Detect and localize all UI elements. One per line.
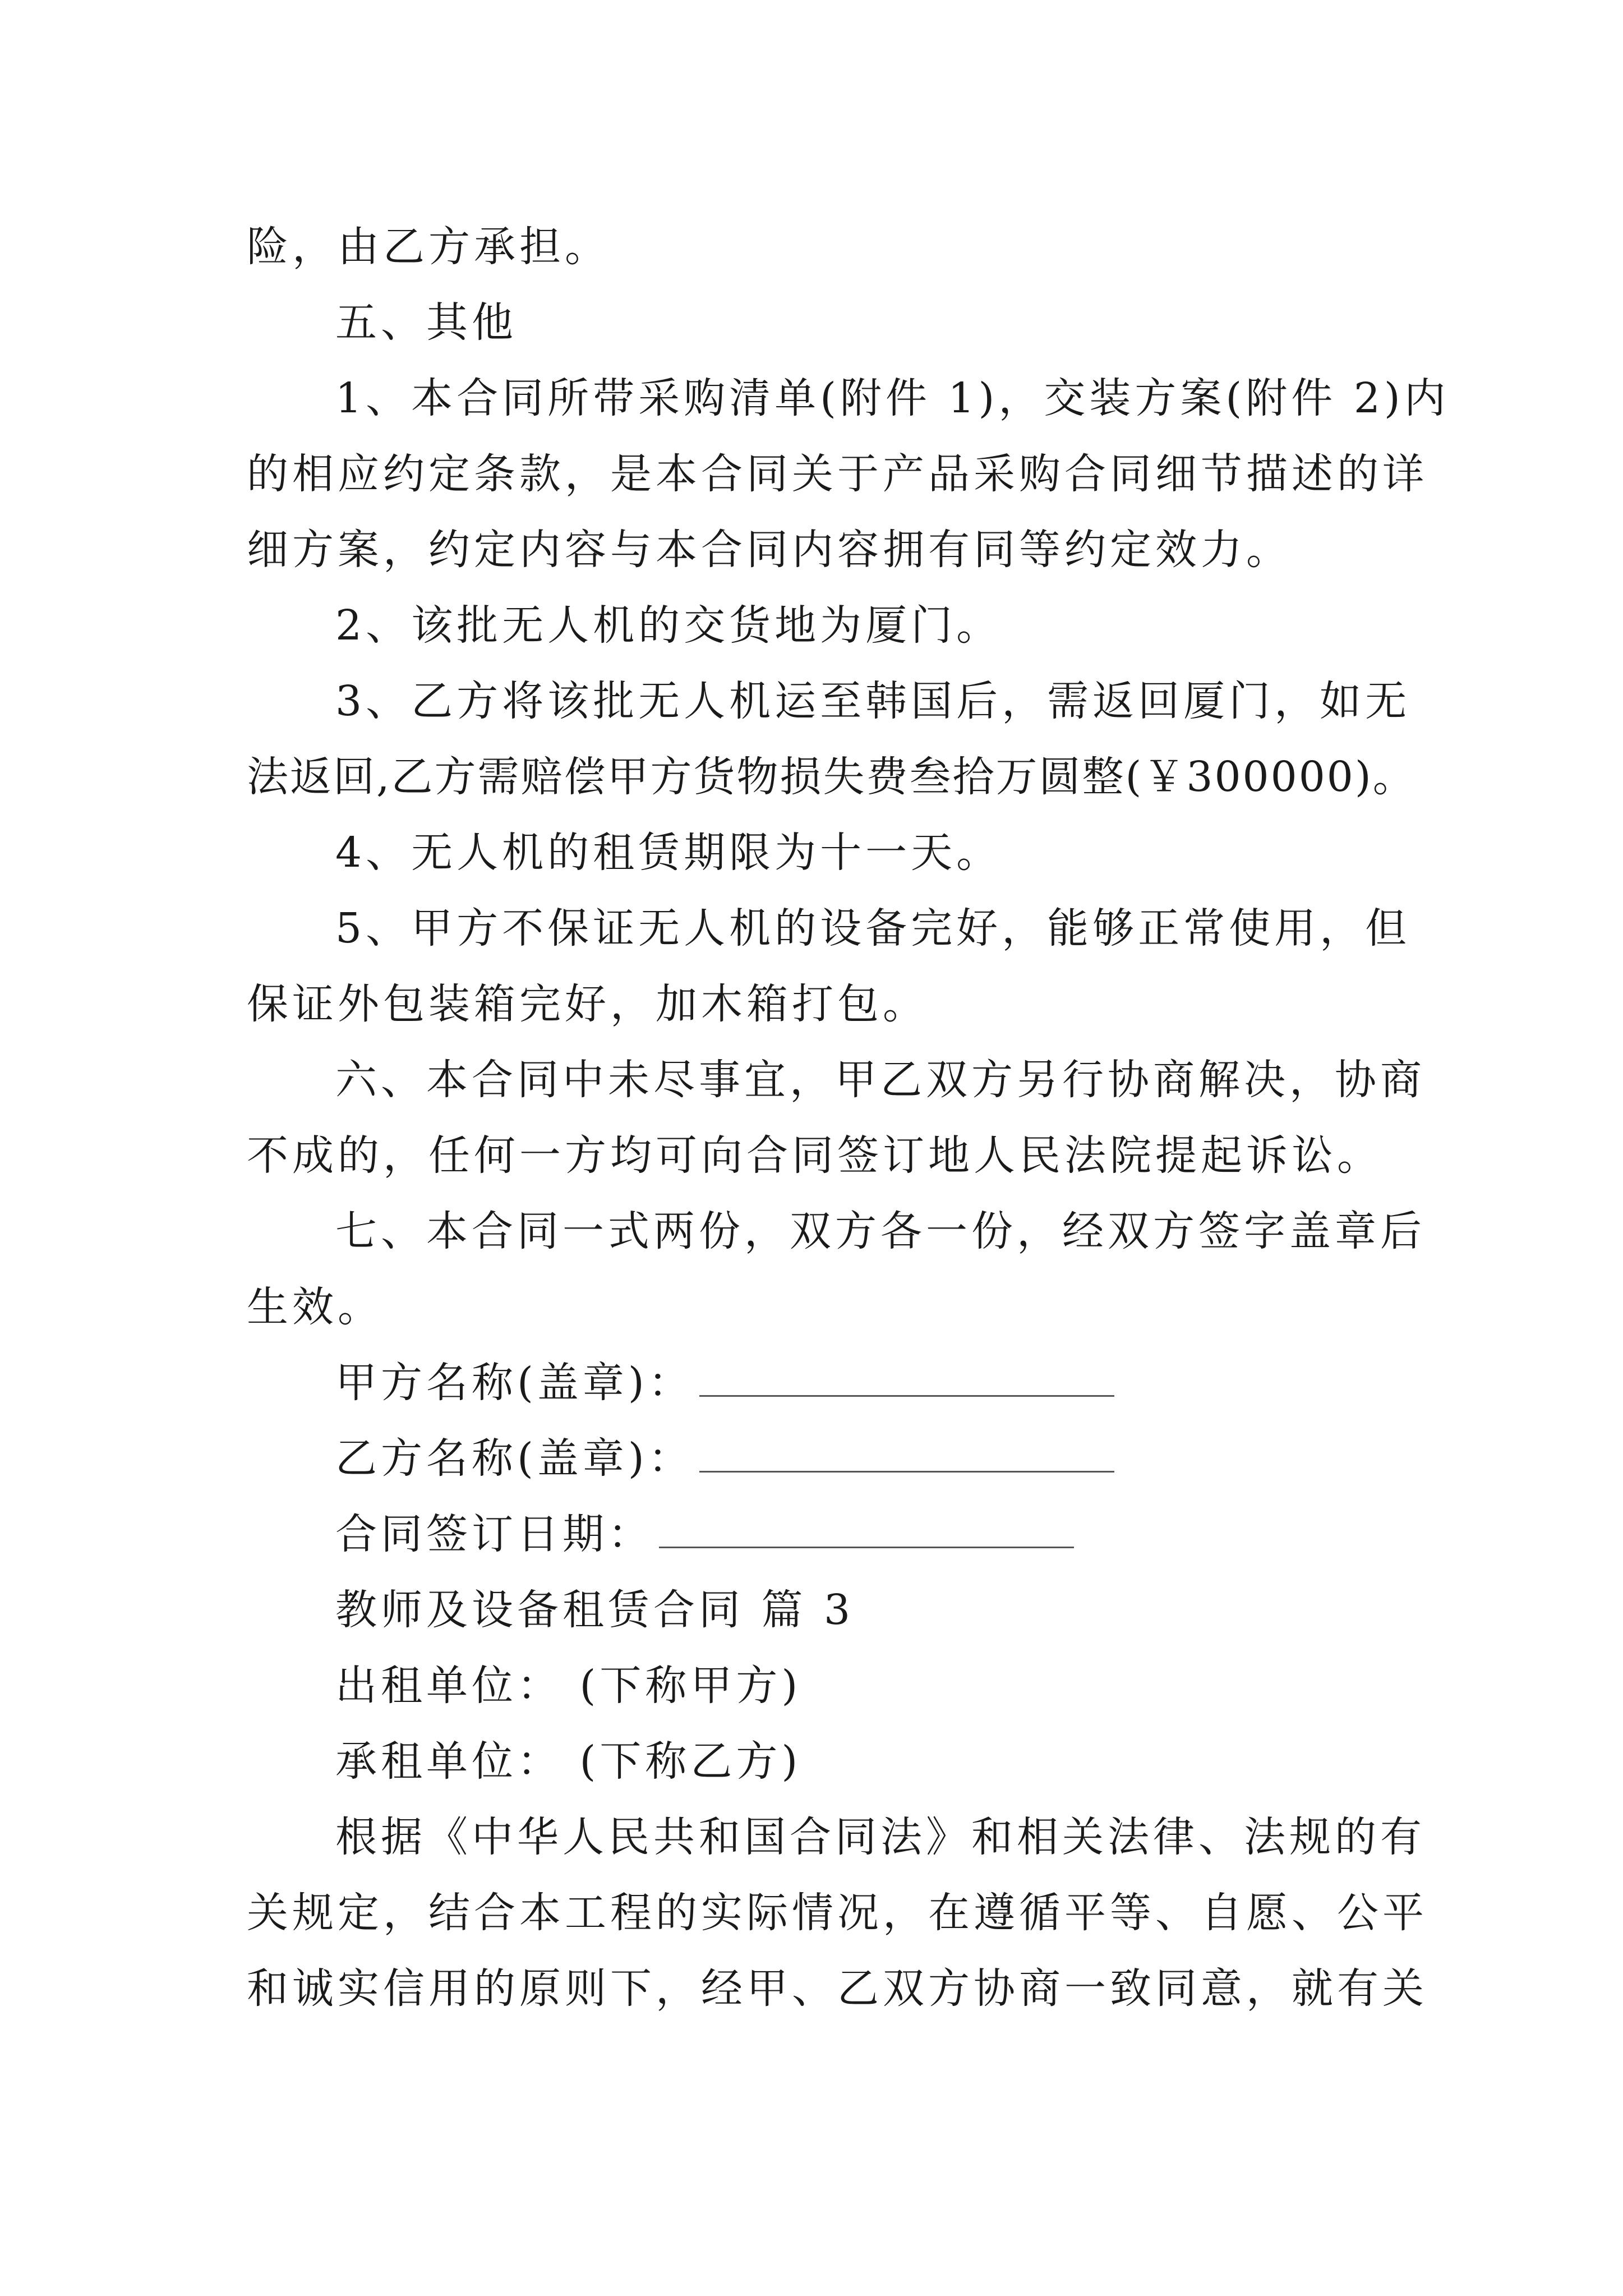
- party-a-label: 甲方名称(盖章)：: [335, 1359, 694, 1407]
- preamble-line-3: 和诚实信用的原则下，经甲、乙双方协商一致同意，就有关: [247, 1964, 1428, 2013]
- clause-1-line-3: 细方案，约定内容与本合同内容拥有同等约定效力。: [247, 526, 1292, 574]
- party-b-signature-row: [335, 1430, 1114, 1487]
- preamble-line-1: 根据《中华人民共和国合同法》和相关法律、法规的有: [335, 1813, 1426, 1861]
- clause-5-line-1: 5、甲方不保证无人机的设备完好，能够正常使用，但: [335, 904, 1411, 953]
- lessor-line: 出租单位： (下称甲方): [335, 1662, 802, 1710]
- party-a-signature-row: [335, 1355, 1114, 1411]
- section-heading-other: 五、其他: [335, 298, 517, 347]
- clause-5-line-2: 保证外包装箱完好，加木箱打包。: [247, 980, 928, 1028]
- party-a-blank[interactable]: [699, 1356, 1114, 1397]
- sign-date-row: [335, 1506, 1074, 1562]
- party-b-blank[interactable]: [699, 1432, 1114, 1473]
- sign-date-blank[interactable]: [659, 1507, 1074, 1548]
- clause-3-line-2: 法返回,乙方需赔偿甲方货物损失费叁拾万圆整(￥300000)。: [247, 753, 1416, 801]
- section-seven-line-1: 七、本合同一式两份，双方各一份，经双方签字盖章后: [335, 1207, 1426, 1255]
- lessee-line: 承租单位： (下称乙方): [335, 1737, 802, 1786]
- text-line: 险，由乙方承担。: [247, 223, 610, 271]
- clause-2: 2、该批无人机的交货地为厦门。: [335, 601, 1002, 650]
- section-seven-line-2: 生效。: [247, 1283, 383, 1331]
- clause-1-line-1: 1、本合同所带采购清单(附件 1)，交装方案(附件 2)内: [335, 374, 1450, 422]
- section-six-line-1: 六、本合同中未尽事宜，甲乙双方另行协商解决，协商: [335, 1056, 1426, 1104]
- preamble-line-2: 关规定，结合本工程的实际情况，在遵循平等、自愿、公平: [247, 1889, 1428, 1937]
- party-b-label: 乙方名称(盖章)：: [335, 1434, 694, 1483]
- section-six-line-2: 不成的，任何一方均可向合同签订地人民法院提起诉讼。: [247, 1131, 1382, 1180]
- section-3-title: 教师及设备租赁合同 篇 3: [335, 1586, 855, 1634]
- sign-date-label: 合同签订日期：: [335, 1510, 653, 1558]
- clause-1-line-2: 的相应约定条款，是本合同关于产品采购合同细节描述的详: [247, 450, 1428, 498]
- clause-4: 4、无人机的租赁期限为十一天。: [335, 829, 1002, 877]
- clause-3-line-1: 3、乙方将该批无人机运至韩国后，需返回厦门，如无: [335, 677, 1411, 725]
